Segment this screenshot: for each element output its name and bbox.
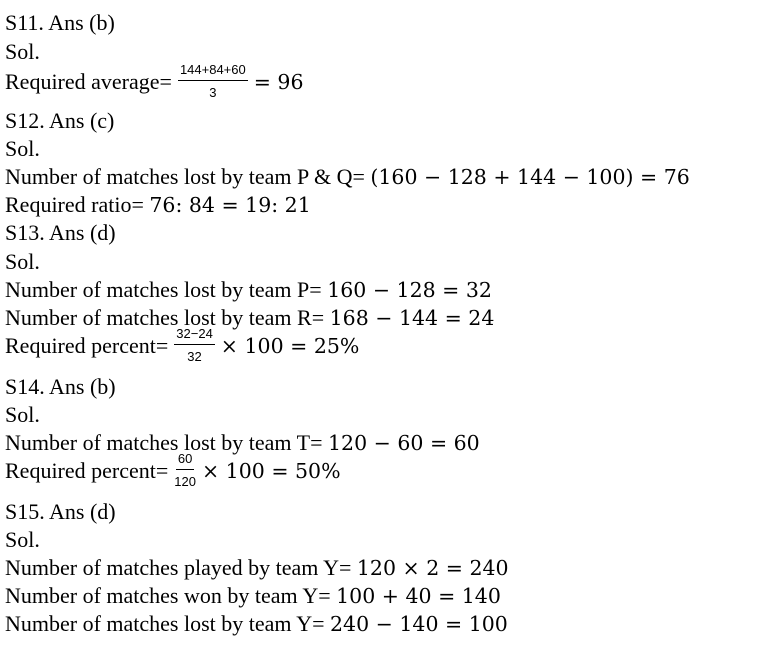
fraction-denominator: 120	[174, 474, 196, 489]
s14-heading: S14. Ans (b)	[5, 374, 116, 399]
lost-pq-expression: (160 − 128 + 144 − 100) = 76	[370, 165, 690, 189]
s15-played-y	[5, 557, 509, 579]
lost-pq-label: Number of matches lost by team P & Q=	[5, 164, 365, 189]
s13-sol-label: Sol.	[5, 249, 40, 274]
fraction-numerator: 144+84+60	[178, 63, 248, 81]
required-percent-label: Required percent=	[5, 458, 169, 484]
required-ratio-label: Required ratio=	[5, 192, 144, 217]
s13-lost-p	[5, 279, 492, 301]
s11-sol-label: Sol.	[5, 39, 40, 64]
lost-y-label: Number of matches lost by team Y=	[5, 611, 325, 636]
s12-lost-pq	[5, 166, 690, 188]
s15-heading: S15. Ans (d)	[5, 499, 116, 524]
percent-fraction	[174, 327, 215, 363]
s13-required-percent	[5, 326, 360, 366]
average-result: = 96	[253, 70, 304, 95]
s15-lost-y	[5, 613, 508, 635]
fraction-numerator: 60	[176, 452, 194, 470]
s15-sol-label: Sol.	[5, 527, 40, 552]
s13-heading: S13. Ans (d)	[5, 220, 116, 245]
played-y-label: Number of matches played by team Y=	[5, 555, 352, 580]
required-average-label: Required average=	[5, 69, 172, 95]
lost-p-expression: 160 − 128 = 32	[327, 278, 492, 302]
won-y-label: Number of matches won by team Y=	[5, 583, 331, 608]
lost-r-label: Number of matches lost by team R=	[5, 305, 325, 330]
s14-lost-t	[5, 432, 480, 454]
s12-heading: S12. Ans (c)	[5, 108, 115, 133]
won-y-expression: 100 + 40 = 140	[336, 584, 501, 608]
lost-t-expression: 120 − 60 = 60	[328, 431, 480, 455]
s11-required-average	[5, 62, 304, 102]
s12-required-ratio	[5, 194, 311, 216]
lost-t-label: Number of matches lost by team T=	[5, 430, 323, 455]
percent-fraction	[174, 452, 196, 488]
s11-heading: S11. Ans (b)	[5, 10, 115, 35]
s15-won-y	[5, 585, 501, 607]
s13-lost-r	[5, 307, 494, 329]
played-y-expression: 120 × 2 = 240	[356, 556, 509, 580]
percent-result: × 100 = 25%	[220, 334, 360, 359]
required-percent-label: Required percent=	[5, 333, 169, 359]
s14-sol-label: Sol.	[5, 402, 40, 427]
s12-sol-label: Sol.	[5, 136, 40, 161]
fraction-denominator: 3	[209, 85, 217, 100]
fraction-numerator: 32−24	[174, 327, 215, 345]
average-fraction	[178, 63, 248, 99]
s14-required-percent	[5, 451, 341, 491]
lost-r-expression: 168 − 144 = 24	[329, 306, 495, 330]
lost-p-label: Number of matches lost by team P=	[5, 277, 322, 302]
fraction-denominator: 32	[187, 349, 202, 364]
required-ratio-expression: 76: 84 = 19: 21	[149, 193, 311, 217]
lost-y-expression: 240 − 140 = 100	[330, 612, 508, 636]
percent-result: × 100 = 50%	[201, 459, 341, 484]
